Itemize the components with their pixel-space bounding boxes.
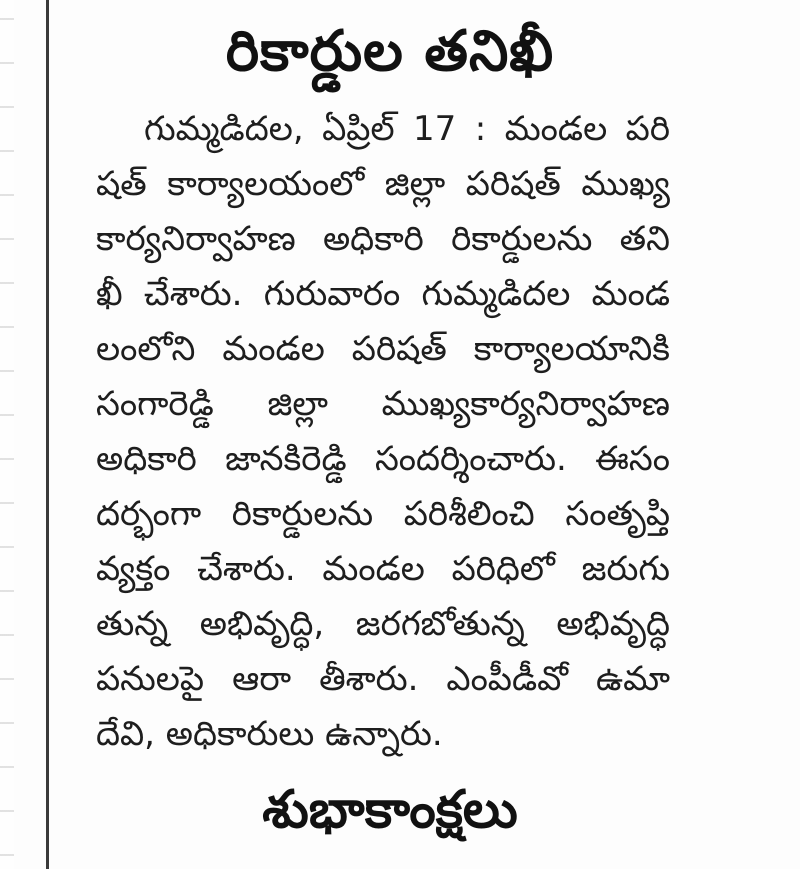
body-line: తున్న అభివృద్ధి, జరగబోతున్న అభివృద్ధి — [96, 604, 670, 644]
body-line: దేవి, అధికారులు ఉన్నారు. — [96, 714, 443, 754]
body-line: పనులపై ఆరా తీశారు. ఎంపీడీవో ఉమా — [96, 659, 670, 699]
article-headline: రికార్డుల తనిఖీ — [225, 19, 555, 84]
body-line: లంలోని మండల పరిషత్ కార్యాలయానికి — [96, 329, 670, 369]
body-line: గుమ్మడిదల, ఏప్రిల్ 17 : మండల పరి — [144, 109, 670, 149]
article-records-inspection — [70, 10, 710, 762]
body-line: షత్ కార్యాలయంలో జిల్లా పరిషత్ ముఖ్య — [96, 164, 670, 204]
body-line: ఖీ చేశారు. గురువారం గుమ్మడిదల మండ — [96, 274, 670, 314]
body-line: కార్యనిర్వాహణ అధికారి రికార్డులను తని — [96, 219, 670, 259]
left-edge-marks — [0, 0, 14, 869]
body-line: అధికారి జానకిరెడ్డి సందర్శించారు. ఈసం — [96, 439, 670, 479]
column-rule — [46, 0, 49, 869]
body-line: దర్భంగా రికార్డులను పరిశీలించి సంతృప్తి — [96, 494, 670, 534]
body-line: సంగారెడ్డి జిల్లా ముఖ్యకార్యనిర్వాహణ — [96, 384, 670, 424]
article-body — [70, 102, 710, 762]
body-line: వ్యక్తం చేశారు. మండల పరిధిలో జరుగు — [96, 549, 670, 589]
next-article-headline: శుభాకాంక్షలు — [262, 780, 518, 840]
